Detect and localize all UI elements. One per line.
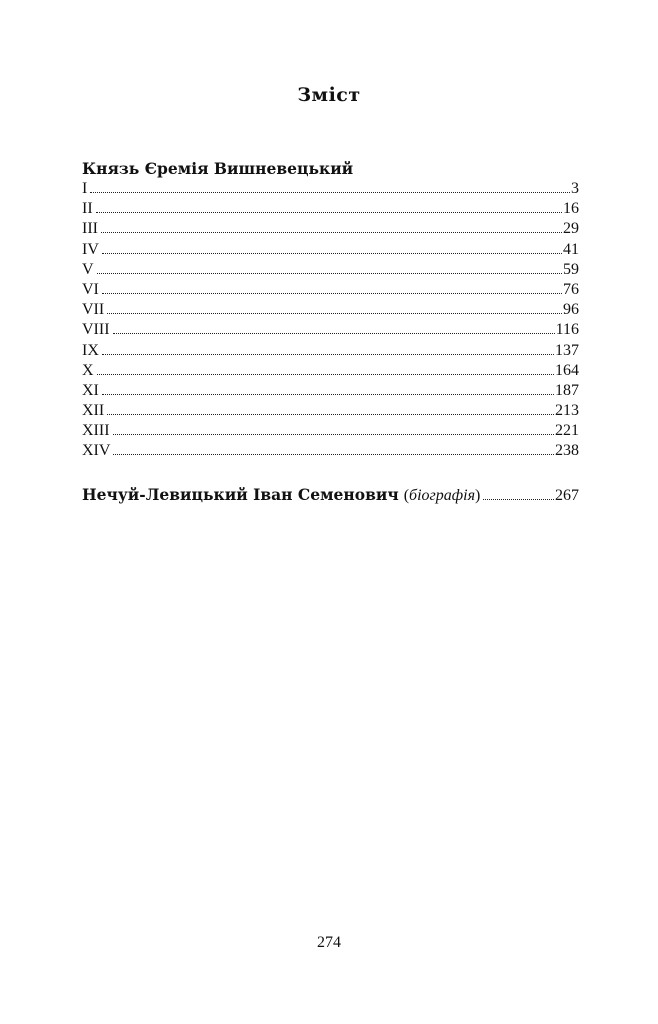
chapter-label: VI xyxy=(82,280,99,298)
chapter-entry[interactable] xyxy=(82,280,579,300)
biography-note-close: ) xyxy=(475,486,481,504)
chapter-entry[interactable] xyxy=(82,300,579,320)
section-title: Князь Єремія Вишневецький xyxy=(82,159,354,178)
chapter-entry[interactable] xyxy=(82,260,579,280)
chapter-label: XIV xyxy=(82,442,111,460)
table-of-contents xyxy=(82,158,579,506)
biography-note xyxy=(404,485,481,507)
chapter-page-number: 164 xyxy=(555,361,579,379)
chapter-page-number: 59 xyxy=(563,260,579,278)
chapter-label: IX xyxy=(82,341,99,359)
chapter-label: VIII xyxy=(82,321,110,339)
chapter-page-number: 16 xyxy=(563,200,579,218)
chapter-label: III xyxy=(82,220,98,238)
chapter-entry[interactable] xyxy=(82,341,579,361)
biography-name: Нечуй-Левицький Іван Семенович xyxy=(82,484,399,504)
dot-leader xyxy=(97,374,554,375)
chapter-label: XI xyxy=(82,381,99,399)
page-title: Зміст xyxy=(297,84,361,106)
dot-leader xyxy=(113,333,555,334)
dot-leader xyxy=(483,499,554,500)
chapter-label: X xyxy=(82,361,94,379)
chapter-entry[interactable] xyxy=(82,320,579,340)
chapter-entry[interactable] xyxy=(82,381,579,401)
biography-note-open: ( xyxy=(403,486,410,504)
chapter-page-number: 96 xyxy=(563,301,579,319)
chapter-label: XII xyxy=(82,402,105,420)
dot-leader xyxy=(90,192,570,193)
chapter-page-number: 3 xyxy=(571,180,579,197)
chapter-page-number: 137 xyxy=(555,341,579,359)
chapter-page-number: 76 xyxy=(563,280,579,298)
chapter-label: VII xyxy=(82,301,105,319)
chapter-page-number: 29 xyxy=(563,220,579,238)
chapter-label: I xyxy=(82,180,88,197)
dot-leader xyxy=(113,454,554,455)
dot-leader xyxy=(102,293,562,294)
footer-page-number: 274 xyxy=(317,934,341,951)
chapter-label: II xyxy=(82,200,93,218)
dot-leader xyxy=(107,313,562,314)
chapter-entry[interactable] xyxy=(82,441,579,461)
chapter-entry[interactable] xyxy=(82,361,579,381)
chapter-page-number: 187 xyxy=(555,381,579,399)
dot-leader xyxy=(101,232,562,233)
biography-page-number: 267 xyxy=(555,486,579,504)
dot-leader xyxy=(113,434,554,435)
biography-entry[interactable] xyxy=(82,484,579,506)
chapter-entry[interactable] xyxy=(82,219,579,239)
dot-leader xyxy=(107,414,554,415)
dot-leader xyxy=(102,253,562,254)
chapter-entry[interactable] xyxy=(82,240,579,260)
chapter-entry[interactable] xyxy=(82,421,579,441)
chapter-page-number: 41 xyxy=(563,240,579,258)
chapter-entry[interactable] xyxy=(82,179,579,199)
chapter-page-number: 116 xyxy=(555,321,579,339)
chapter-label: XIII xyxy=(82,422,110,440)
chapter-label: V xyxy=(82,260,94,278)
chapter-page-number: 213 xyxy=(555,402,579,420)
chapter-label: IV xyxy=(82,240,99,258)
chapter-page-number: 238 xyxy=(555,442,579,460)
chapter-page-number: 221 xyxy=(555,422,579,440)
biography-note-text: біографія xyxy=(409,486,476,504)
chapter-list xyxy=(82,179,579,462)
chapter-entry[interactable] xyxy=(82,401,579,421)
chapter-entry[interactable] xyxy=(82,199,579,219)
dot-leader xyxy=(102,354,554,355)
dot-leader xyxy=(96,212,562,213)
dot-leader xyxy=(97,273,562,274)
dot-leader xyxy=(102,394,554,395)
